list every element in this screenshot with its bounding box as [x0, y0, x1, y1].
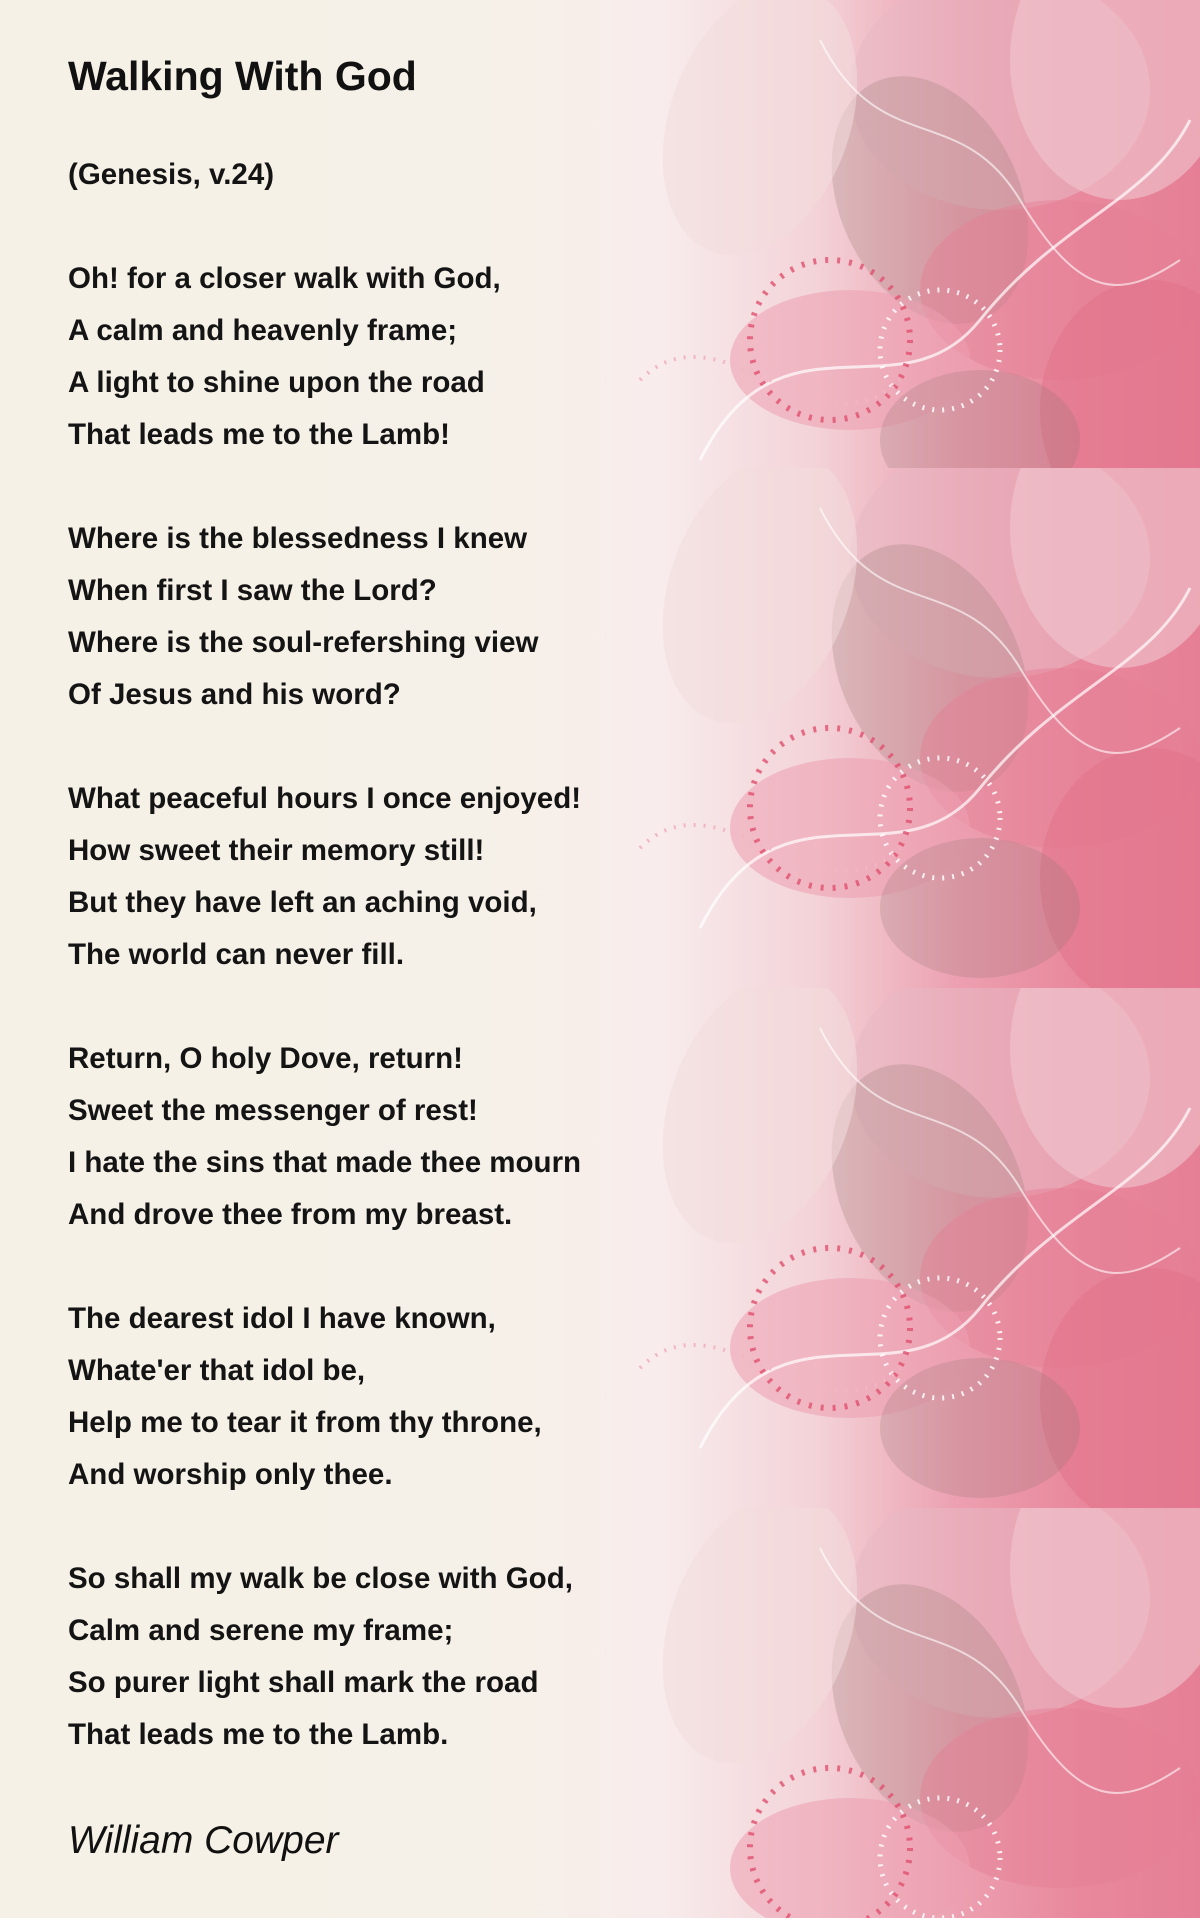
- poem-line: What peaceful hours I once enjoyed!: [68, 782, 582, 815]
- poem-line: Where is the blessedness I knew: [68, 522, 528, 555]
- poem-subtitle: (Genesis, v.24): [68, 158, 275, 191]
- poem-line: Calm and serene my frame;: [68, 1614, 454, 1647]
- poem-line: Where is the soul-refershing view: [68, 626, 539, 659]
- poem-line: And drove thee from my breast.: [68, 1198, 513, 1231]
- poem-title: Walking With God: [68, 53, 417, 99]
- poem-line: And worship only thee.: [68, 1458, 393, 1491]
- poem-line: The dearest idol I have known,: [68, 1302, 496, 1335]
- poem-line: Oh! for a closer walk with God,: [68, 262, 501, 295]
- poem-line: That leads me to the Lamb.: [68, 1718, 449, 1751]
- poem-line: So shall my walk be close with God,: [68, 1562, 573, 1595]
- poem-line: Sweet the messenger of rest!: [68, 1094, 478, 1127]
- poem-line: Whate'er that idol be,: [68, 1354, 366, 1387]
- poem-line: When first I saw the Lord?: [68, 574, 437, 607]
- poem-line: How sweet their memory still!: [68, 834, 485, 867]
- poem-line: I hate the sins that made thee mourn: [68, 1146, 582, 1179]
- poem-line: A light to shine upon the road: [68, 366, 485, 399]
- poem-line: The world can never fill.: [68, 938, 405, 971]
- poem-author: William Cowper: [68, 1819, 339, 1862]
- poem-line: A calm and heavenly frame;: [68, 314, 458, 347]
- poem-line: Of Jesus and his word?: [68, 678, 401, 711]
- poem-line: That leads me to the Lamb!: [68, 418, 450, 451]
- poem-line: So purer light shall mark the road: [68, 1666, 539, 1699]
- poem-line: Help me to tear it from thy throne,: [68, 1406, 542, 1439]
- poem-line: Return, O holy Dove, return!: [68, 1042, 464, 1075]
- poem-line: But they have left an aching void,: [68, 886, 537, 919]
